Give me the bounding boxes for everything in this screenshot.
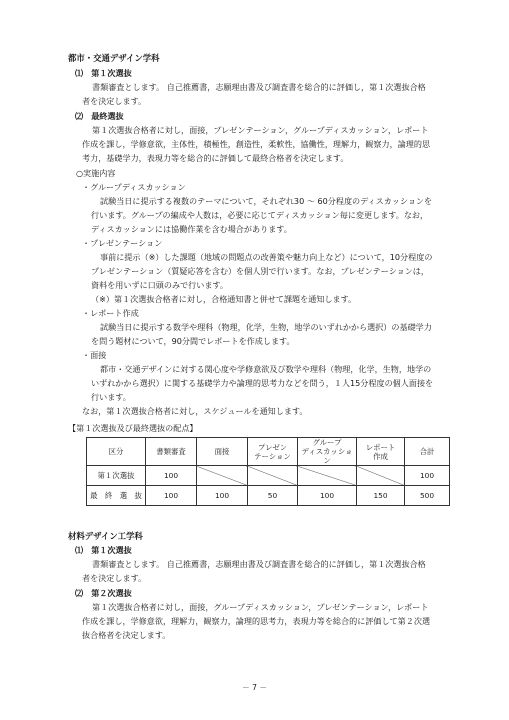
table-cell: 50: [248, 486, 298, 506]
page-number: － 7 －: [242, 683, 267, 692]
paragraph-line: 事前に提示（※）した課題（地域の問題点の改善策や魅力向上など）について，10分程度の: [100, 252, 433, 262]
table-cell: 100: [197, 486, 248, 506]
paragraph-line: プレゼンテーション（質疑応答を含む）を個人別で行います。なお，プレゼンテーションは，: [91, 266, 429, 276]
paragraph-line: 抜合格者を決定します。: [82, 630, 171, 640]
paragraph-line: 都市・交通デザインに対する関心度や学修意欲及び数学や理科（物理，化学，生物，地学の: [100, 364, 432, 374]
paragraph-line: 試験当日に提示する複数のテーマについて，それぞれ30 ～ 60分程度のディスカッションを: [100, 196, 433, 206]
table-cell: 100: [298, 486, 357, 506]
score-table: [86, 437, 450, 506]
table-cell: 100: [146, 466, 197, 486]
header-cell: レポート 作成: [357, 438, 405, 466]
table-cell-empty: [357, 466, 405, 486]
table-cell-empty: [248, 466, 298, 486]
subsection-heading: ⑵ 第２次選抜: [75, 588, 132, 598]
row-label: 最 終 選 抜: [87, 486, 146, 506]
paragraph-line: 第１次選抜合格者に対し，面接，グループディスカッション，プレゼンテーション，レポート: [92, 602, 429, 612]
paragraph-line: を問う題材について，90分間でレポートを作成します。: [91, 336, 295, 346]
paragraph-line: 書類審査とします。 自己推薦書，志願理由書及び調査書を総合的に評価し，第１次選抜合格: [92, 82, 426, 92]
paragraph-line: 第１次選抜合格者に対し，面接，プレゼンテーション，グループディスカッション，レポート: [92, 125, 429, 135]
table-cell-empty: [298, 466, 357, 486]
table-caption: 【第１次選抜及び最終選抜の配点】: [68, 423, 198, 433]
closing-note: なお，第１次選抜合格者に対し，スケジュールを通知します。: [82, 406, 308, 416]
paragraph-line: 行います。: [91, 392, 131, 402]
paragraph-line: 者を決定します。: [82, 96, 147, 106]
item-heading: ・グループディスカッション: [82, 182, 186, 192]
table-cell: 150: [357, 486, 405, 506]
paragraph-line: 考力，基礎学力，表現力等を総合的に評価して最終合格者を決定します。: [82, 153, 349, 163]
paragraph-line: 者を決定します。: [82, 573, 147, 583]
paragraph-line: 作成を課し，学修意欲，理解力，観察力，論理的思考力，表現力等を総合的に評価して第２次選: [82, 616, 431, 626]
table-header-row: [87, 438, 450, 466]
header-cell: 区分: [87, 438, 146, 466]
paragraph-line: いずれかから選択）に関する基礎学力や論理的思考力などを問う，１人15分程度の個人面接を: [91, 378, 434, 388]
table-cell: 100: [146, 486, 197, 506]
header-cell: 合計: [405, 438, 450, 466]
subsection-heading: ⑴ 第１次選抜: [75, 68, 132, 78]
header-cell: プレゼン テーション: [248, 438, 298, 466]
subsection-heading: ⑵ 最終選抜: [75, 111, 124, 121]
paragraph-line: ディスカッションには協働作業を含む場合があります。: [91, 224, 292, 234]
table-cell-empty: [197, 466, 248, 486]
paragraph-line: 書類審査とします。 自己推薦書，志願理由書及び調査書を総合的に評価し，第１次選抜合格: [92, 559, 426, 569]
paragraph-line: 資料を用いずに口頭のみで行います。: [91, 280, 228, 290]
item-heading: ・プレゼンテーション: [82, 238, 163, 248]
table-row: [87, 486, 450, 506]
paragraph-line: 行います。グループの編成や人数は，必要に応じてディスカッション毎に変更します。なお，: [91, 210, 429, 220]
paragraph-line: 作成を課し，学修意欲，主体性，積極性，創造性，柔軟性，協働性，理解力，観察力，論理的思: [82, 139, 431, 149]
header-cell: グループ ディスカッション: [298, 438, 357, 466]
section-title: 都市・交通デザイン学科: [68, 53, 160, 63]
header-cell: 面接: [197, 438, 248, 466]
note-line: （※）第１次選抜合格者に対し，合格通知書と併せて課題を通知します。: [91, 294, 357, 304]
implementation-heading: ○実施内容: [76, 168, 116, 178]
row-label: 第１次選抜: [87, 466, 146, 486]
table-cell: 500: [405, 486, 450, 506]
header-cell: 書類審査: [146, 438, 197, 466]
item-heading: ・レポート作成: [82, 308, 139, 318]
paragraph-line: 試験当日に提示する数学や理科（物理，化学，生物，地学のいずれかから選択）の基礎学力: [100, 322, 432, 332]
section-title: 材料デザイン工学科: [68, 531, 143, 541]
item-heading: ・面接: [82, 350, 107, 360]
table-cell: 100: [405, 466, 450, 486]
table-row: [87, 466, 450, 486]
subsection-heading: ⑴ 第１次選抜: [75, 545, 132, 555]
